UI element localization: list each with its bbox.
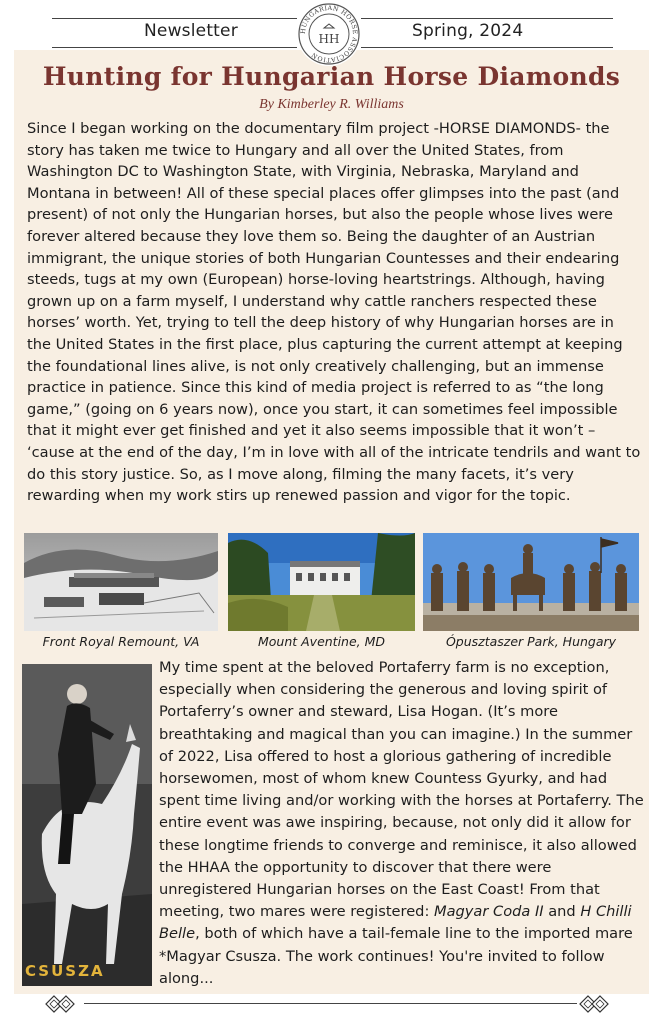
header-rule-top-right xyxy=(361,18,613,19)
photo-mount-aventine xyxy=(228,533,415,631)
footer-rule xyxy=(84,1003,577,1004)
portrait-label: CSUSZA xyxy=(25,962,105,980)
article-byline: By Kimberley R. Williams xyxy=(259,97,404,112)
photo-opusztaszer-park xyxy=(423,533,639,631)
diamond-ornament-left-icon xyxy=(44,995,84,1013)
newsletter-label: Newsletter xyxy=(144,21,238,41)
photo-front-royal-remount xyxy=(24,533,218,631)
issue-date: Spring, 2024 xyxy=(412,21,524,41)
association-logo xyxy=(297,2,361,66)
header-rule-top-left xyxy=(52,18,297,19)
svg-text:HH: HH xyxy=(318,32,340,46)
svg-text:HUNGARIAN HORSE ASSOCIATION: HUNGARIAN HORSE ASSOCIATION xyxy=(299,4,359,64)
header-rule-bottom-left xyxy=(52,47,297,48)
paragraph-2-text-a: My time spent at the beloved Portaferry farm is no exception, especially when considering the generous and loving spirit of Portaferry’s owner and steward, Lisa Hogan. (It’s more breathtaking and magical than you can imagine.) In the summer of 2022, Lisa offered to host a glorious gathering of incredible horsewomen, most of whom knew Countess Gyurky, and had spent time living and/or working with the horses at Portaferry. The entire event was awe inspiring, because, not only did it allow for these longtime friends to converge and reminisce, it also allowed the HHAA the opportunity to discover that there were unregistered Hungarian horses on the East Coast! From that meeting, two mares were registered: xyxy=(159,659,644,921)
mare-name-1: Magyar Coda II xyxy=(434,903,544,921)
caption-mount-aventine: Mount Aventine, MD xyxy=(257,634,386,649)
paragraph-2-and: and xyxy=(543,903,581,921)
article-paragraph-2 xyxy=(159,657,645,990)
photo-csusza-portrait xyxy=(22,664,152,986)
caption-opusztaszer: Ópusztaszer Park, Hungary xyxy=(445,634,617,649)
article-paragraph-1: Since I began working on the documentary film project -HORSE DIAMONDS- the story has taken me twice to Hungary and all over the United States, from Washington DC to Washington State, with Virginia, Nebraska, Maryland and Montana in between! All of these special places offer glimpses into the past (and present) of not only the Hungarian horses, but also the people whose lives were forever altered because they love them so. Being the daughter of an Austrian immigrant, the unique stories of both Hungarian Countesses and their endearing steeds, tugs at my own (European) horse-loving heartstrings. Although, having grown up on a farm myself, I understand why cattle ranchers respected these horses’ worth. Yet, trying to tell the deep history of why Hungarian horses are in the United States in the first place, plus capturing the current attempt at keeping the foundational lines alive, is not only creatively challenging, but an immense practice in patience. Since this kind of media project is referred to as “the long game,” (going on 6 years now), once you start, it can sometimes feel impossible that it might ever get finished and yet it also seems impossible that it won’t – ‘cause at the end of the day, I’m in love with all of the intricate tendrils and want to do this story justice. So, as I move along, filming the many facets, it’s very rewarding when my work stirs up renewed passion and vigor for the topic. xyxy=(27,120,641,505)
mare-name-2: H Chilli Belle xyxy=(159,903,632,943)
header-rule-bottom-right xyxy=(361,47,613,48)
article-title: Hunting for Hungarian Horse Diamonds xyxy=(42,62,621,91)
paragraph-2-text-b: , both of which have a tail-female line to the imported mare *Magyar Csusza. The work continues! You're invited to follow along... xyxy=(159,925,633,987)
caption-front-royal: Front Royal Remount, VA xyxy=(42,634,200,649)
diamond-ornament-right-icon xyxy=(578,995,618,1013)
